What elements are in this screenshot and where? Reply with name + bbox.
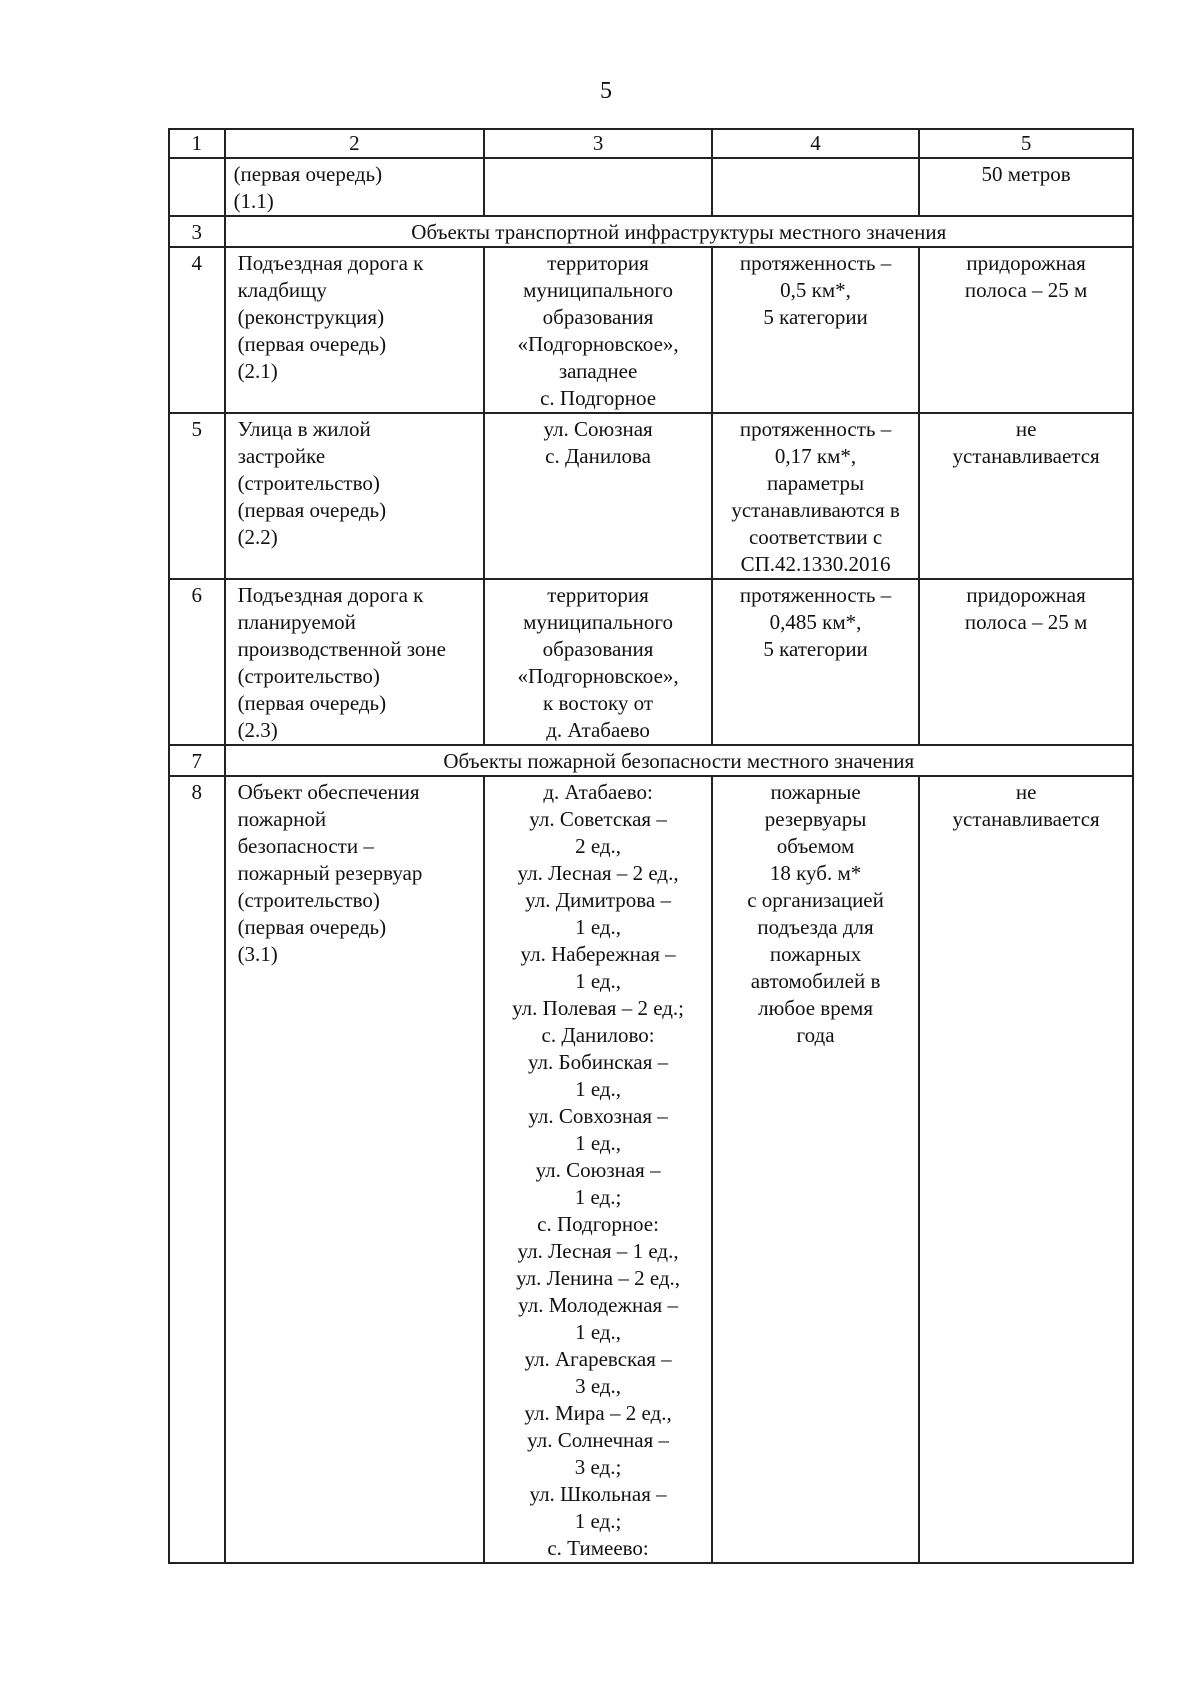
table-row <box>169 579 1133 745</box>
object-zone <box>919 776 1133 1563</box>
object-name-line: планируемой <box>237 610 356 634</box>
section-row <box>169 745 1133 776</box>
table-row <box>169 247 1133 413</box>
object-location-line: с. Данилово: <box>541 1023 655 1047</box>
object-characteristics <box>712 158 919 216</box>
object-zone <box>919 247 1133 413</box>
object-location-line: ул. Союзная – <box>535 1158 661 1182</box>
object-location-line: 1 ед., <box>575 969 622 993</box>
object-location-line: образования <box>542 637 654 661</box>
object-name-line: Подъездная дорога к <box>237 251 424 275</box>
object-location-line: ул. Совхозная – <box>528 1104 668 1128</box>
object-name <box>225 247 485 413</box>
object-location-line: к востоку от <box>543 691 654 715</box>
row-number <box>169 158 225 216</box>
object-characteristics-line: с организацией <box>747 888 884 912</box>
object-location <box>484 413 712 579</box>
object-name-line: (реконструкция) <box>237 305 385 329</box>
row-number: 5 <box>169 413 225 579</box>
object-characteristics-line: протяженность – <box>739 417 892 441</box>
column-number: 5 <box>919 129 1133 158</box>
object-zone-line: придорожная <box>966 583 1086 607</box>
object-location-line: 1 ед., <box>575 1131 622 1155</box>
object-location-line: с. Тимеево: <box>547 1536 649 1560</box>
object-location-line: ул. Агаревская – <box>524 1347 672 1371</box>
object-characteristics-line: 18 куб. м* <box>769 861 862 885</box>
object-location-line: д. Атабаево: <box>543 780 653 804</box>
object-location-line: 3 ед.; <box>574 1455 622 1479</box>
object-location-line: 1 ед.; <box>574 1185 622 1209</box>
object-name-line: Подъездная дорога к <box>237 583 424 607</box>
object-characteristics-line: 5 категории <box>763 637 868 661</box>
object-location-line: ул. Школьная – <box>529 1482 667 1506</box>
object-location-line: ул. Солнечная – <box>527 1428 669 1452</box>
object-name-line: кладбищу <box>237 278 327 302</box>
object-location-line: ул. Бобинская – <box>527 1050 669 1074</box>
object-location-line: д. Атабаево <box>546 718 650 742</box>
object-zone-line: не <box>1015 417 1037 441</box>
object-location-line: территория <box>547 583 649 607</box>
column-number: 3 <box>484 129 712 158</box>
object-location-line: с. Подгорное: <box>537 1212 659 1236</box>
object-name <box>225 158 485 216</box>
object-name-line: (строительство) <box>237 471 380 495</box>
object-characteristics-line: резервуары <box>764 807 867 831</box>
section-row <box>169 216 1133 247</box>
object-characteristics-line: 5 категории <box>763 305 868 329</box>
object-location-line: с. Подгорное <box>540 386 657 410</box>
object-characteristics-line: объемом <box>776 834 855 858</box>
document-table <box>168 128 1134 1564</box>
object-location-line: 1 ед., <box>575 1320 622 1344</box>
object-characteristics-line: 0,17 км*, <box>774 444 857 468</box>
object-zone-line: полоса – 25 м <box>964 610 1088 634</box>
object-location-line: западнее <box>558 359 638 383</box>
object-location-line: образования <box>542 305 654 329</box>
object-name-line: (строительство) <box>237 664 380 688</box>
column-number: 4 <box>712 129 919 158</box>
object-name-line: безопасности – <box>237 834 374 858</box>
object-location-line: «Подгорновское», <box>517 332 679 356</box>
object-location-line: ул. Союзная <box>543 417 653 441</box>
object-characteristics-line: любое время <box>758 996 873 1020</box>
object-characteristics-line: параметры <box>767 471 865 495</box>
object-location-line: ул. Лесная – 2 ед., <box>517 861 679 885</box>
object-zone <box>919 158 1133 216</box>
object-name-line: (строительство) <box>237 888 380 912</box>
table-row <box>169 413 1133 579</box>
section-number: 3 <box>169 216 225 247</box>
object-location-line: 1 ед.; <box>574 1509 622 1533</box>
object-name-line: производственной зоне <box>237 637 446 661</box>
object-location-line: 1 ед., <box>575 1077 622 1101</box>
object-name-line: пожарной <box>237 807 327 831</box>
object-zone-line: не <box>1015 780 1037 804</box>
object-characteristics-line: года <box>796 1023 835 1047</box>
table-row <box>169 158 1133 216</box>
object-characteristics-line: пожарных <box>769 942 862 966</box>
object-characteristics-line: пожарные <box>770 780 861 804</box>
object-name-line: (2.3) <box>237 718 278 742</box>
object-location <box>484 158 712 216</box>
object-location-line: ул. Набережная – <box>520 942 676 966</box>
object-characteristics-line: СП.42.1330.2016 <box>740 552 891 576</box>
row-number: 4 <box>169 247 225 413</box>
object-location-line: 3 ед., <box>575 1374 622 1398</box>
object-name-line: (2.2) <box>237 525 278 549</box>
object-characteristics <box>712 247 919 413</box>
object-characteristics-line: подъезда для <box>757 915 874 939</box>
object-name-line: (первая очередь) <box>237 691 387 715</box>
object-zone-line: устанавливается <box>952 444 1100 468</box>
object-location-line: 2 ед., <box>575 834 622 858</box>
object-characteristics <box>712 776 919 1563</box>
row-number: 8 <box>169 776 225 1563</box>
object-location-line: ул. Полевая – 2 ед.; <box>512 996 685 1020</box>
object-location-line: «Подгорновское», <box>517 664 679 688</box>
object-location <box>484 776 712 1563</box>
object-characteristics-line: устанавливаются в <box>731 498 900 522</box>
table-header-row <box>169 129 1133 158</box>
section-title: Объекты пожарной безопасности местного значения <box>225 745 1133 776</box>
object-characteristics-line: соответствии с <box>748 525 883 549</box>
object-location-line: ул. Мира – 2 ед., <box>524 1401 672 1425</box>
object-name-line: застройке <box>237 444 326 468</box>
object-location-line: с. Данилова <box>545 444 652 468</box>
object-characteristics-line: 0,5 км*, <box>780 278 851 302</box>
object-name <box>225 579 485 745</box>
object-name-line: (первая очередь) <box>233 162 383 186</box>
page-number: 5 <box>600 78 612 104</box>
object-name-line: пожарный резервуар <box>237 861 423 885</box>
object-location-line: муниципального <box>523 610 673 634</box>
object-name-line: Объект обеспечения <box>237 780 420 804</box>
object-name-line: (первая очередь) <box>237 915 387 939</box>
section-number: 7 <box>169 745 225 776</box>
object-name-line: (2.1) <box>237 359 278 383</box>
row-number: 6 <box>169 579 225 745</box>
object-location-line: территория <box>547 251 649 275</box>
object-name-line: (первая очередь) <box>237 498 387 522</box>
column-number: 1 <box>169 129 225 158</box>
object-characteristics-line: протяженность – <box>739 251 892 275</box>
object-location-line: 1 ед., <box>575 915 622 939</box>
object-name-line: (3.1) <box>237 942 278 966</box>
object-characteristics-line: 0,485 км*, <box>769 610 862 634</box>
object-location-line: ул. Советская – <box>529 807 667 831</box>
object-location <box>484 579 712 745</box>
column-number: 2 <box>225 129 485 158</box>
object-zone-line: придорожная <box>966 251 1086 275</box>
object-characteristics-line: автомобилей в <box>750 969 881 993</box>
object-location-line: ул. Ленина – 2 ед., <box>516 1266 681 1290</box>
object-characteristics <box>712 579 919 745</box>
object-name-line: (1.1) <box>233 189 274 213</box>
section-title: Объекты транспортной инфраструктуры местного значения <box>225 216 1133 247</box>
object-zone-line: 50 метров <box>981 162 1071 186</box>
object-characteristics <box>712 413 919 579</box>
table-row <box>169 776 1133 1563</box>
object-zone-line: полоса – 25 м <box>964 278 1088 302</box>
object-name-line: (первая очередь) <box>237 332 387 356</box>
object-location-line: ул. Димитрова – <box>525 888 671 912</box>
object-zone-line: устанавливается <box>952 807 1100 831</box>
object-name <box>225 776 485 1563</box>
object-location-line: ул. Молодежная – <box>518 1293 678 1317</box>
object-location <box>484 247 712 413</box>
object-zone <box>919 579 1133 745</box>
object-location-line: муниципального <box>523 278 673 302</box>
object-location-line: ул. Лесная – 1 ед., <box>517 1239 679 1263</box>
object-characteristics-line: протяженность – <box>739 583 892 607</box>
object-zone <box>919 413 1133 579</box>
object-name-line: Улица в жилой <box>237 417 371 441</box>
object-name <box>225 413 485 579</box>
